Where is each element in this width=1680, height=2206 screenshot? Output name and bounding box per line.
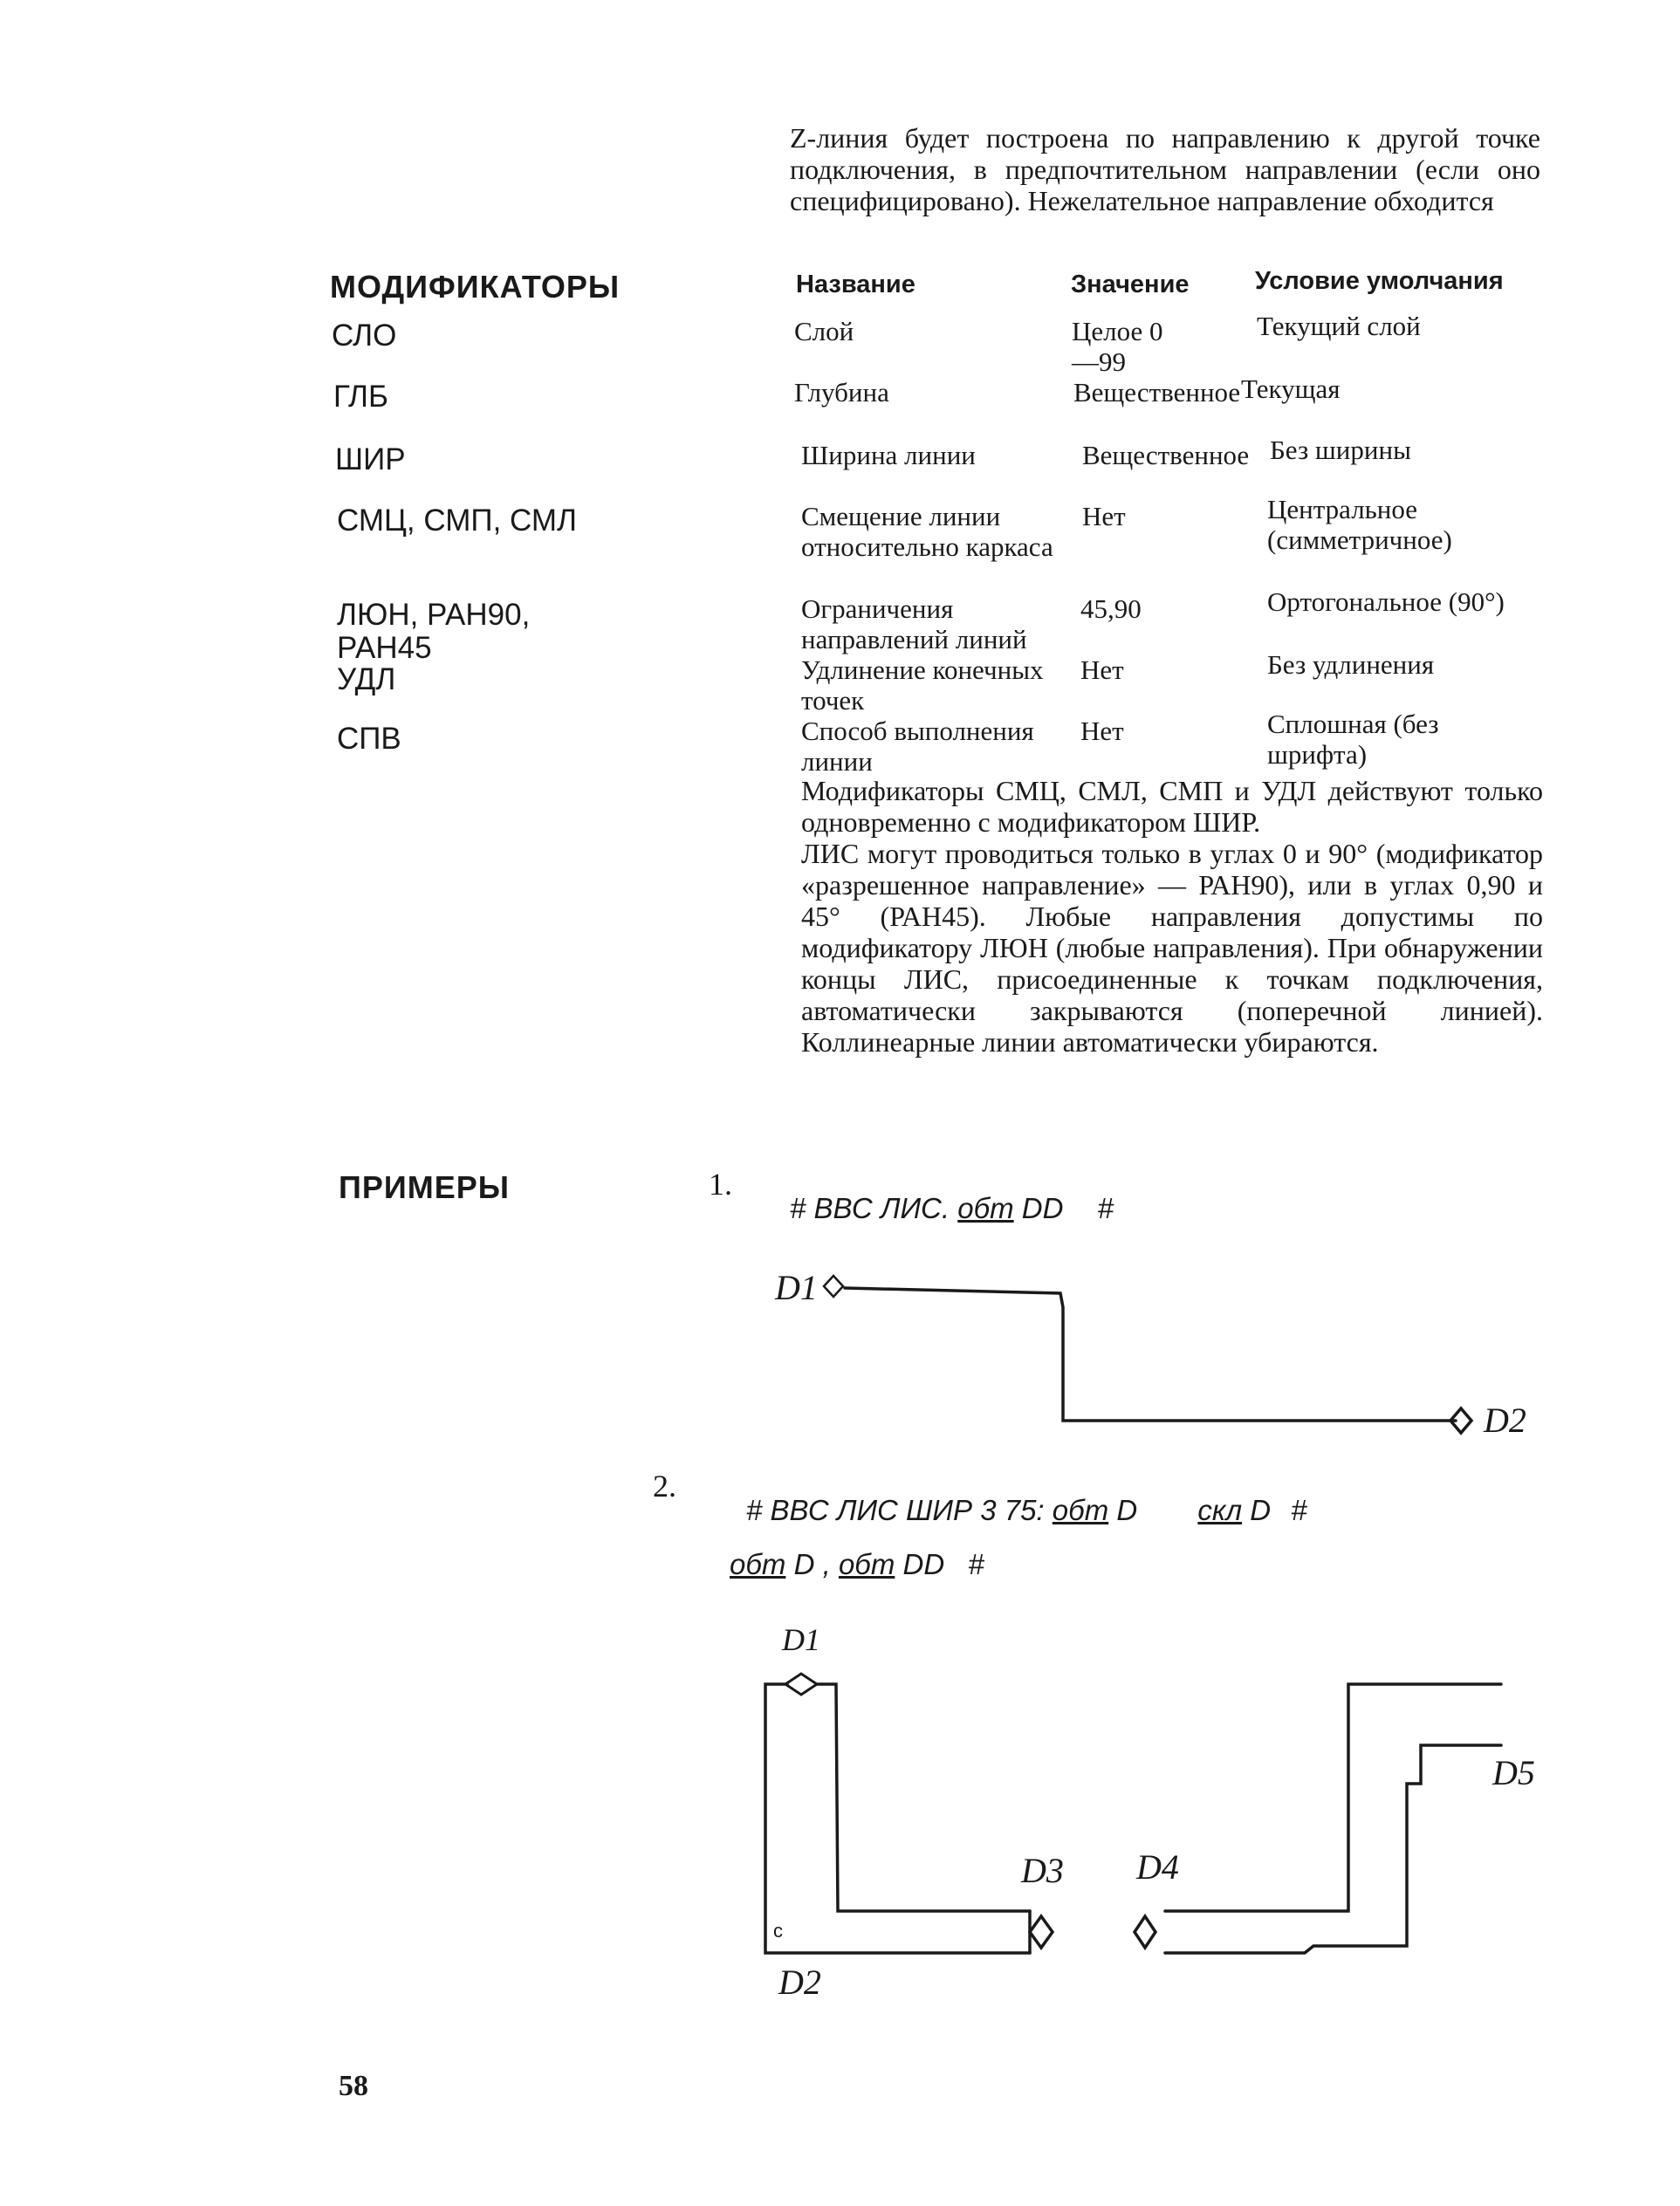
modifier-code: СМЦ, СМП, СМЛ [337,504,578,538]
example-1-diagram [824,1276,1471,1433]
modifier-name: Удлинение конечных точек [801,654,1044,716]
modifier-value: Целое 0—99 [1072,316,1163,377]
modifier-name: Слой [794,316,854,346]
diamond-icon [785,1674,817,1695]
example-2-left-diagram [765,1674,1053,1953]
command-prefix: # ВВС ЛИС. [790,1192,950,1224]
command-keyword: обт [730,1548,786,1580]
modifiers-heading: МОДИФИКАТОРЫ [330,269,621,305]
column-header-value: Значение [1071,271,1190,298]
examples-heading: ПРИМЕРЫ [339,1169,511,1205]
modifier-default: Без ширины [1270,435,1411,465]
command-prefix: # ВВС ЛИС ШИР 3 75: [746,1494,1045,1526]
modifier-default: Ортогональное (90°) [1267,586,1505,617]
command-separator: , [822,1548,831,1580]
modifier-name: Способ выполнения линии [801,716,1034,777]
modifier-value: Вещественное [1082,440,1250,470]
example-number: 2. [653,1469,676,1504]
modifier-value: Нет [1080,716,1124,746]
example-2-right-diagram [1135,1684,1501,1953]
point-label-d5: D5 [1492,1753,1535,1792]
modifier-name: Смещение линии относительно каркаса [801,501,1053,562]
example-number: 1. [709,1167,732,1202]
command-argument: DD [1021,1192,1064,1224]
point-label-d3: D3 [1021,1851,1064,1890]
diamond-icon [824,1276,843,1297]
modifier-default: Текущая [1241,373,1341,404]
modifier-code: ЛЮН, РАН90, РАН45 [337,598,531,665]
modifier-default: Текущий слой [1257,311,1421,341]
modifier-code: СПВ [337,722,401,756]
modifier-value: Нет [1082,501,1126,531]
modifier-default: Без удлинения [1267,649,1435,680]
command-keyword: скл [1197,1494,1243,1526]
example-1-line [845,1288,1456,1421]
modifier-code: СЛО [332,319,397,353]
modifier-name: Ширина линии [801,440,976,470]
command-argument: D [793,1548,815,1580]
command-argument: DD [902,1548,945,1580]
modifier-default: Центральное (симметричное) [1267,494,1452,555]
command-keyword: обт [838,1548,895,1580]
wide-line-outer [1165,1745,1501,1953]
wide-line-inner [1165,1684,1501,1911]
command-argument: D [1116,1494,1138,1526]
modifier-value: Вещественное [1073,377,1241,408]
modifier-value: 45,90 [1080,593,1142,624]
column-header-default: Условие умолчания [1255,267,1504,295]
column-header-name: Название [796,271,915,298]
corner-marker: c [773,1920,783,1942]
modifier-code: ГЛБ [333,380,388,414]
diamond-icon [1135,1916,1155,1948]
point-label-d4: D4 [1136,1847,1179,1887]
command-argument: D [1250,1494,1272,1526]
point-label-d2: D2 [778,1963,821,2002]
diamond-icon [1030,1916,1053,1948]
modifier-code: ШИР [335,442,406,476]
wide-line-inner [816,1684,1030,1911]
command-end: # [1291,1494,1307,1526]
note-paragraph: ЛИС могут проводиться только в углах 0 и 90° (модификатор «разрешенное направление» — РАН90), или в углах 0,90 и 45° (РАН45). Любые направления допустимы по модификатору ЛЮН (любые направления). При обнаружении концы ЛИС, присоединенные к точкам подключения, автоматически закрываются (поперечной линией). Коллинеарные линии автоматически убираются. [801,838,1543,1058]
modifier-name: Ограничения направлений линий [801,593,1027,654]
command-end: # [968,1548,984,1580]
command-keyword: обт [1052,1494,1109,1526]
wide-line-outer [765,1684,1030,1953]
command-keyword: обт [957,1192,1014,1224]
modifier-name: Глубина [794,377,889,408]
modifier-code: УДЛ [337,662,396,696]
intro-paragraph: Z-линия будет построена по направлению к другой точке подключения, в предпочтительном направлении (если оно специфицировано). Нежелательное направление обходится [790,122,1540,216]
note-paragraph: Модификаторы СМЦ, СМЛ, СМП и УДЛ действуют только одновременно с модификатором ШИР. [801,775,1543,838]
page-number: 58 [339,2070,368,2102]
point-label-d2: D2 [1484,1401,1526,1440]
modifier-default: Сплошная (без шрифта) [1267,709,1439,770]
point-label-d1: D1 [775,1268,818,1307]
point-label-d1: D1 [782,1622,820,1657]
command-end: # [1097,1192,1114,1224]
modifier-value: Нет [1080,654,1124,685]
